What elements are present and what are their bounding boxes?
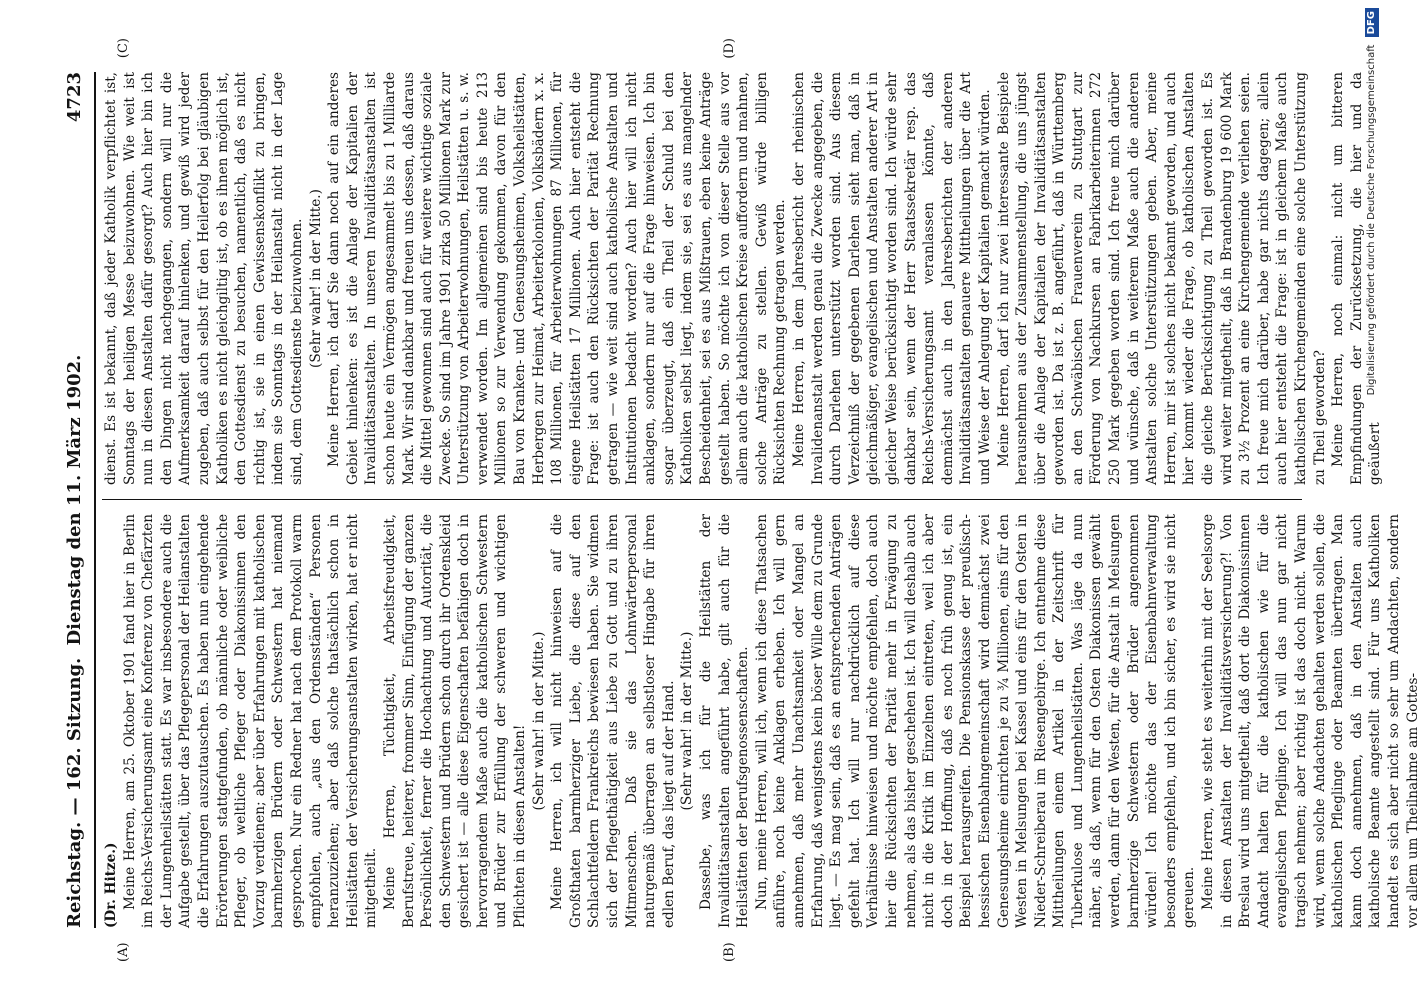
header-publication: Reichstag. — 162. Sitzung. — [64, 657, 85, 928]
left-column — [102, 500, 1421, 928]
paragraph: Meine Herren, darf ich nur zwei interessante Beispiele herausnehmen aus der Zusammenstellung, die uns jüngst über die Anlage der Kapitalien der Invaliditätsanstalten geworden ist. Da ist z. B. angeführt, daß in Württemberg an den Schwäbischen Frauenverein zu Stuttgart zur Förderung von Nachkursen an Fabrikarbeiterinnen 272 250 Mark gegeben worden sind. Ich freue mich darüber und wünsche, daß in weiterem Maße auch die anderen Anstalten solche Unterstützungen geben. Aber, meine Herren, mir ist solches nicht bekannt geworden, und auch hier kommt wieder die Frage, ob katholischen Anstalten die gleiche Berücksichtigung zu Theil geworden ist. Es wird weiter mitgetheilt, daß in Brandenburg 19 600 Mark zu 3½ Prozent an eine Kirchengemeinde verliehen seien. Ich freue mich darüber, habe gar nichts dagegen; allein auch hier entsteht die Frage: ist in gleichem Maße auch katholischen Kirchengemeinden eine solche Unterstützung zu Theil geworden? — [995, 72, 1328, 485]
paragraph: Nun, meine Herren, will ich, wenn ich diese Thatsachen anführe, noch keine Anklagen erheben. Ich will gern annehmen, daß mehr Unachtsamkeit oder Mangel an Erfahrung, daß wenigstens kein böser Wille dem zu Grunde liegt. — Es mag sein, daß es an entsprechenden Anträgen gefehlt hat. Ich will nur nachdrücklich auf diese Verhältnisse hinweisen und möchte empfehlen, doch auch hier die Rücksichten der Parität mehr in Erwägung zu nehmen, als das bisher geschehen ist. Ich will deshalb auch nicht in die Kritik im Einzelnen eintreten, weil ich aber doch in der Hoffnung, daß es noch früh genug ist, ein Beispiel herausgreifen. Die Pensionskasse der preußisch-hessischen Eisenbahngemeinschaft wird demnächst zwei Genesungsheime einrichten je zu ¾ Millionen, eins für den Westen in Melsungen bei Kassel und eins für den Osten in Nieder-Schreiberau im Riesengebirge. Ich entnehme diese Mittheilungen einem Artikel in der Zeitschrift für Tuberkulose und Lungenheilstätten. Was läge da nun näher, als daß, wenn für den Osten Diakonissen gewählt werden, dann für den Westen, für die Anstalt in Melsungen barmherzige Schwestern oder Brüder angenommen würden! Ich möchte das der Eisenbahnverwaltung besonders empfehlen, und ich bin sicher, es wird sie nicht gereuen. — [753, 514, 1198, 928]
margin-mark-d: (D) — [722, 38, 737, 59]
margin-mark-b: (B) — [722, 942, 737, 962]
header-date: Dienstag den 11. März 1902. — [64, 354, 85, 646]
paragraph: Meine Herren, in dem Jahresbericht der rheinischen Invalidenanstalt werden genau die Zwecke angegeben, die durch Darlehen unterstützt worden sind. Aus diesem Verzeichniß der gegebenen Darlehen sieht man, daß in gleichmäßiger, evangelischen und Anstalten anderer Art in gleicher Weise berücksichtigt worden sind. Ich würde sehr dankbar sein, wenn der Herr Staatssekretär resp. das Reichs-Versicherungsamt veranlassen könnte, daß demnächst auch in den Jahresberichten der anderen Invaliditätsanstalten genauere Mittheilungen über die Art und Weise der Anlegung der Kapitalien gemacht würden. — [790, 72, 993, 485]
paragraph: Meine Herren, ich will nicht hinweisen auf die Großthaten barmherziger Liebe, die diese auf den Schlachtfeldern Frankreichs bewiesen haben. Sie widmen sich der Pflegethätigkeit aus Liebe zu Gott und zu ihren Mitmenschen. Daß sie das Lohnwärterpersonal naturgemäß überragen an selbstloser Hingabe für ihren edlen Beruf, das liegt auf der Hand. — [549, 514, 677, 928]
interjection: (Sehr wahr! in der Mitte.) — [530, 631, 547, 811]
paragraph: Meine Herren, am 25. Oktober 1901 fand hier in Berlin im Reichs-Versicherungsamt eine Konferenz von Chefärzten der Lungenheilstätten statt. Es war insbesondere auch die Aufgabe gestellt, über das Pflegepersonal der Heilanstalten die Erfahrungen auszutauschen. Es haben nun eingehende Erörterungen stattgefunden, ob männliche oder weibliche Pfleger, ob weltliche Pfleger oder Diakonissinnen den Vorzug verdienen; aber über Erfahrungen mit katholischen barmherzigen Brüdern oder Schwestern hat niemand gesprochen. Nur ein Redner hat nach dem Protokoll warm empfohlen, auch „aus den Ordensständen“ Personen heranzuziehen; aber daß solche thatsächlich schon in Heilstätten der Versicherungsanstalten wirken, hat er nicht mitgetheilt. — [121, 514, 380, 928]
paragraph: dienst. Es ist bekannt, daß jeder Katholik verpflichtet ist, Sonntags der heiligen Messe beizuwohnen. Wie weit ist nun in diesen Anstalten dafür gesorgt? Auch hier bin ich den Dingen nicht nachgegangen, sondern will nur die Aufmerksamkeit darauf hinlenken, und gewiß wird jeder zugeben, daß auch selbst für den Heilerfolg bei gläubigen Katholiken es nicht gleichgiltig ist, ob es ihnen möglich ist, den Gottesdienst zu besuchen, namentlich, daß es nicht richtig ist, sie in einen Gewissenskonflikt zu bringen, indem sie Sonntags in der Heilanstalt nicht in der Lage sind, dem Gottesdienste beizuwohnen. — [103, 72, 305, 485]
header-page-number: 4723 — [64, 72, 85, 123]
dfg-logo: DFG — [1365, 8, 1379, 37]
margin-mark-c: (C) — [116, 38, 131, 59]
interjection: (Sehr wahr! in der Mitte.) — [679, 631, 696, 811]
paragraph: Meine Herren, Tüchtigkeit, Arbeitsfreudigkeit, Berufstreue, heiterer, frommer Sinn, Einfügung der ganzen Persönlichkeit, ferner die Hochachtung und Autorität, die den Schwestern und Brüdern schon durch ihr Ordenskleid gesichert ist — alle diese Eigenschaften befähigen doch in hervorragendem Maße auch die katholischen Schwestern und Brüder zur Erfüllung der schweren und wichtigen Pflichten in diesen Anstalten! — [381, 514, 529, 928]
margin-mark-a: (A) — [116, 942, 131, 962]
interjection: (Sehr wahr! in der Mitte.) — [307, 189, 324, 368]
speaker-name: (Dr. Hitze.) — [103, 842, 119, 928]
paragraph: Dasselbe, was ich für die Heilstätten der Invaliditätsanstalten angeführt habe, gilt auch für die Heilstätten der Berufsgenossenschaften. — [698, 514, 752, 928]
paragraph: Meine Herren, ich darf Sie dann noch auf ein anderes Gebiet hinlenken: es ist die Anlage der Kapitalien der Invaliditätsanstalten. In unseren Invaliditätsanstalten ist schon heute ein Vermögen angesammelt bis zu 1 Milliarde Mark. Wir sind dankbar und freuen uns dessen, daß daraus die Mittel gewonnen sind auch für weitere wichtige soziale Zwecke. So sind im Jahre 1901 zirka 50 Millionen Mark zur Unterstützung von Arbeiterwohnungen, Heilstätten u. s. w. verwendet worden. Im allgemeinen sind bis heute 213 Millionen so zur Verwendung gekommen, davon für den Bau von Kranken- und Genesungsheimen, Volksheilstätten, Herbergen zur Heimat, Arbeiterkolonien, Volksbädern x. x. 108 Millionen, für Arbeiterwohnungen 87 Millionen, für eigene Heilstätten 17 Millionen. Auch hier entsteht die Frage: ist auch den Rücksichten der Parität Rechnung getragen — wie weit sind auch katholische Anstalten und Institutionen bedacht worden? Auch hier will ich nicht anklagen, sondern nur auf die Frage hinweisen. Ich bin sogar überzeugt, daß ein Theil der Schuld bei den Katholiken selbst liegt, indem sie, sei es aus mangelnder Bescheidenheit, sei es aus Mißtrauen, eben keine Anträge gestellt haben. So möchte ich von dieser Stelle aus vor allem auch die katholischen Kreise auffordern und mahnen, solche Anträge zu stellen. Gewiß würde billigen Rücksichten Rechnung getragen werden. — [326, 72, 789, 485]
paragraph: Meine Herren, wie steht es weiterhin mit der Seelsorge in diesen Anstalten der Invaliditätsversicherung?! Von Breslau wird uns mitgetheilt, daß dort die Diakonissinnen Andacht halten für die katholischen wie für die evangelischen Pfleglinge. Ich will das nun gar nicht tragisch nehmen; aber richtig ist das doch nicht. Warum wird, wenn solche Andachten gehalten werden sollen, die katholischen Pfleglinge oder Beamten übertragen. Man kann doch annehmen, daß in den Anstalten auch katholische Beamte angestellt sind. Für uns Katholiken handelt es sich aber nicht so sehr um Andachten, sondern vor allem um Theilnahme am Gottes- — [1200, 514, 1421, 928]
paragraph: Meine Herren, noch einmal: nicht um bitteren Empfindungen der Zurücksetzung, die hier und da geäußert — [1330, 72, 1384, 485]
dfg-notice-text: Digitalisierung gefördert durch die Deutsche Forschungsgemeinschaft — [1366, 44, 1377, 396]
page-header — [64, 72, 96, 928]
dfg-notice — [1363, 8, 1381, 988]
